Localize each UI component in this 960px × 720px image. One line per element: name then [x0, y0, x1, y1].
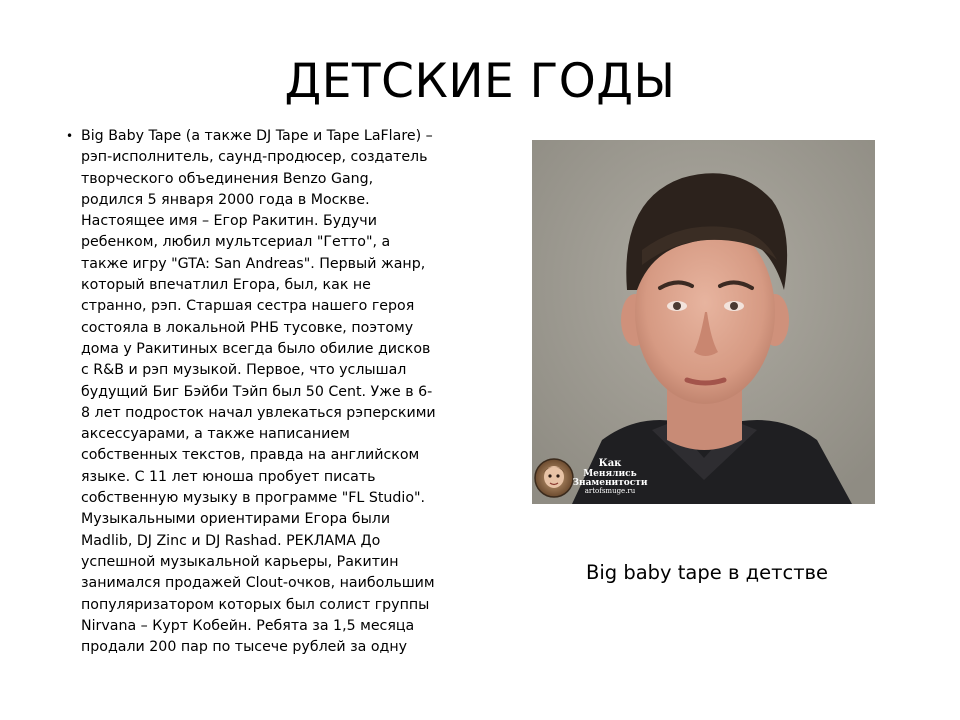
photo-caption: Big baby tape в детстве [585, 561, 829, 584]
watermark-text [570, 459, 650, 496]
watermark-logo-icon [534, 455, 574, 501]
watermark-line-2: Менялись [583, 468, 637, 479]
portrait-image [532, 140, 875, 504]
watermark-line-4: artofsmuge.ru [584, 487, 636, 496]
bullet-list [60, 126, 438, 658]
watermark-line-3: Знаменитости [572, 477, 648, 488]
bullet-text: Big Baby Tape (а также DJ Tape и Tape LaFlare) – рэп-исполнитель, саунд-продюсер, создатель творческого объединения Benzo Gang, родился 5 января 2000 года в Москве. Настоящее имя – Егор Ракитин. Будучи ребенком, любил мультсериал "Гетто", а также игру "GTA: San Andreas". Первый жанр, который впечатлил Егора, был, как не странно, рэп. Старшая сестра нашего героя состояла в локальной РНБ тусовке, поэтому дома у Ракитиных всегда было обилие дисков с R&B и рэп музыкой. Первое, что услышал будущий Биг Бэйби Тэйп был 50 Cent. Уже в 6-8 лет подросток начал увлекаться рэперскими аксессуарами, а также написанием собственных текстов, правда на английском языке. С 11 лет юноша пробует писать собственную музыку в программе "FL Studio". Музыкальными ориентирами Егора были Madlib, DJ Zinc и DJ Rashad. РЕКЛАМА До успешной музыкальной карьеры, Ракитин занимался продажей Clout-очков, наибольшим популяризатором которых был солист группы Nirvana – Курт Кобейн. Ребята за 1,5 месяца продали 200 пар по тысече рублей за одну [81, 128, 436, 656]
bullet-icon: • [66, 129, 74, 143]
slide-title: ДЕТСКИЕ ГОДЫ [284, 54, 676, 109]
bullet-item [60, 126, 438, 658]
watermark-line-1: Как [598, 458, 622, 469]
watermark [532, 453, 652, 504]
portrait-photo [532, 140, 875, 504]
